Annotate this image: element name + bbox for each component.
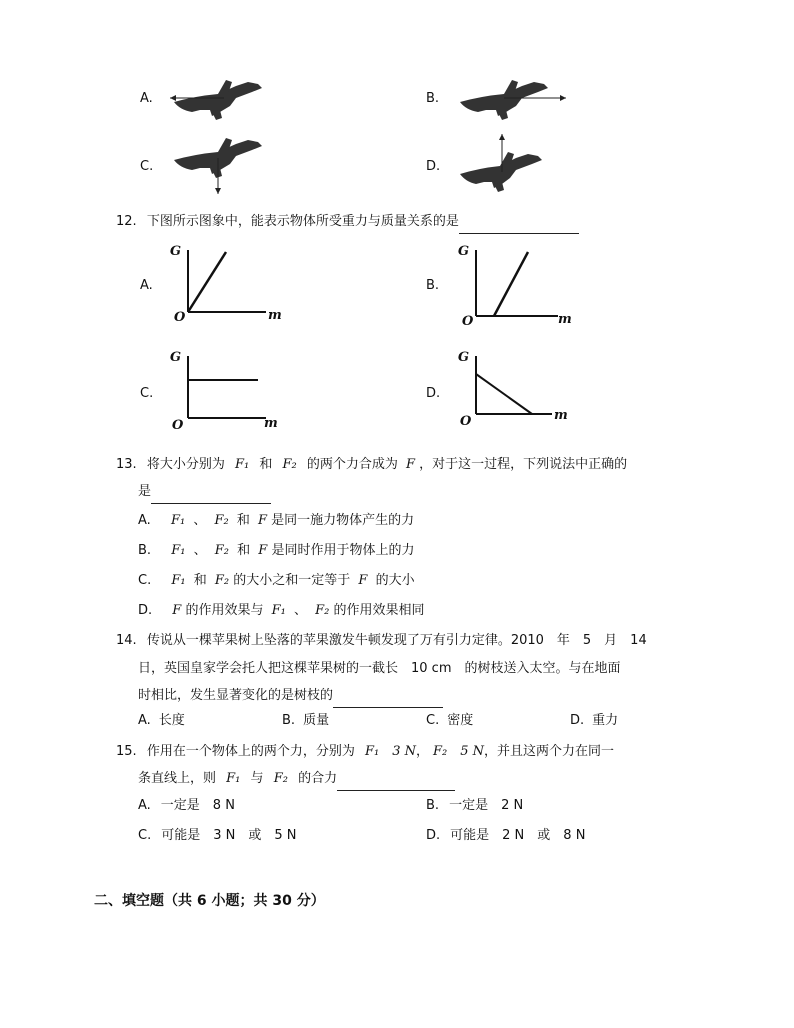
graph-a-origin-label: O [174,310,186,325]
q14-text-2: 日，英国皇家学会托人把这棵苹果树的一截长 10 cm 的树枝送入太空。与在地面 [138,661,621,676]
q11-option-d-label: D. [426,159,441,174]
graph-c-y-label: G [170,350,182,365]
graph-d-x-label: m [554,408,568,423]
q12-text: 下图所示图象中，能表示物体所受重力与质量关系的是 [146,214,459,229]
graph-c-x-label: m [264,416,278,431]
q14-stem-line3 [138,683,443,708]
q14-stem-line1 [116,628,647,653]
q12-graph-a [168,244,288,330]
q12-option-c-label: C. [140,386,154,401]
q13-and: 和 [259,457,273,472]
graph-c-origin-label: O [172,418,184,433]
q12-graph-b [456,244,576,330]
q12-option-b-label: B. [426,278,440,293]
graph-d-origin-label: O [460,414,472,429]
q11-option-c-label: C. [140,159,154,174]
q14-option-a[interactable]: A. 长度 [138,713,185,728]
q13-F: F [406,457,416,472]
q14-option-d[interactable]: D. 重力 [570,713,619,728]
q13-answer-blank[interactable] [151,489,271,504]
q13-option-d[interactable]: D. F 的作用效果与 F₁ 、 F₂ 的作用效果相同 [138,603,425,618]
q15-option-a[interactable]: A. 一定是 8 N [138,798,235,813]
airplane-icon [460,80,548,120]
q14-option-b[interactable]: B. 质量 [282,713,330,728]
q14-text-1: 传说从一棵苹果树上坠落的苹果激发牛顿发现了万有引力定律。2010 年 5 月 14 [146,633,647,648]
q15-option-d[interactable]: D. 可能是 2 N 或 8 N [426,828,586,843]
graph-b-line [494,252,528,316]
q12-option-a-label: A. [140,278,153,293]
q15-option-c[interactable]: C. 可能是 3 N 或 5 N [138,828,297,843]
q13-stem-line2 [138,479,271,504]
q15-text-c: 条直线上，则 [138,771,217,786]
graph-b-x-label: m [558,312,572,327]
graph-a-line [188,252,226,312]
q15-answer-blank[interactable] [337,776,455,791]
graph-a-y-label: G [170,244,182,259]
q13-text-a: 将大小分别为 [146,457,225,472]
q11-option-a-label: A. [140,91,153,106]
q15-stem-line2: 条直线上，则 F₁ 与 F₂ 的合力 [138,766,455,791]
airplane-icon [460,152,542,192]
q14-stem-line2 [138,656,621,681]
q12-number: 12. [116,214,137,229]
q13-option-a[interactable]: A. F₁ 、 F₂ 和 F 是同一施力物体产生的力 [138,513,415,528]
q15-F1-value: F₁ 3 N [364,744,416,759]
graph-a-x-label: m [268,308,282,323]
q12-graph-d [456,350,576,436]
q15-number: 15. [116,744,137,759]
q14-option-c[interactable]: C. 密度 [426,713,474,728]
q15-option-b[interactable]: B. 一定是 2 N [426,798,524,813]
graph-d-y-label: G [458,350,470,365]
q13-option-c[interactable]: C. F₁ 和 F₂ 的大小之和一定等于 F 的大小 [138,573,415,588]
q15-F2-value: F₂ 5 N [433,744,485,759]
graph-b-y-label: G [458,244,470,259]
graph-b-origin-label: O [462,314,474,329]
q13-text-c: ，对于这一过程，下列说法中正确的 [419,457,628,472]
q11-airplane-d-figure [456,130,556,196]
q15-text-a: 作用在一个物体上的两个力，分别为 [146,744,355,759]
q11-airplane-a-figure [166,74,276,122]
q15-text-d: 的合力 [298,771,338,786]
q13-stem-line1 [116,452,627,477]
q11-option-b-label: B. [426,91,440,106]
graph-d-line [476,374,532,414]
airplane-icon [174,80,262,120]
q13-text-b: 的两个力合成为 [306,457,398,472]
q11-airplane-b-figure [456,74,572,122]
q14-text-3: 时相比，发生显著变化的是树枝的 [138,688,334,703]
section-2-title: 二、填空题（共 6 小题；共 30 分） [94,893,325,909]
q14-answer-blank[interactable] [333,693,443,708]
q12-answer-blank[interactable] [459,219,579,234]
q13-option-b[interactable]: B. F₁ 、 F₂ 和 F 是同时作用于物体上的力 [138,543,415,558]
q14-number: 14. [116,633,137,648]
q13-text-d: 是 [138,484,152,499]
q12-option-d-label: D. [426,386,441,401]
q13-F1: F₁ [234,457,250,472]
q12-graph-c [168,350,288,436]
q12-stem [116,209,579,234]
q13-F2: F₂ [282,457,297,472]
q11-airplane-c-figure [166,136,276,196]
q15-text-b: ，并且这两个力在同一 [484,744,615,759]
q13-number: 13. [116,457,137,472]
q15-stem-line1: 15. 作用在一个物体上的两个力，分别为 F₁ 3 N， F₂ 5 N，并且这两个力在同一 [116,744,615,759]
